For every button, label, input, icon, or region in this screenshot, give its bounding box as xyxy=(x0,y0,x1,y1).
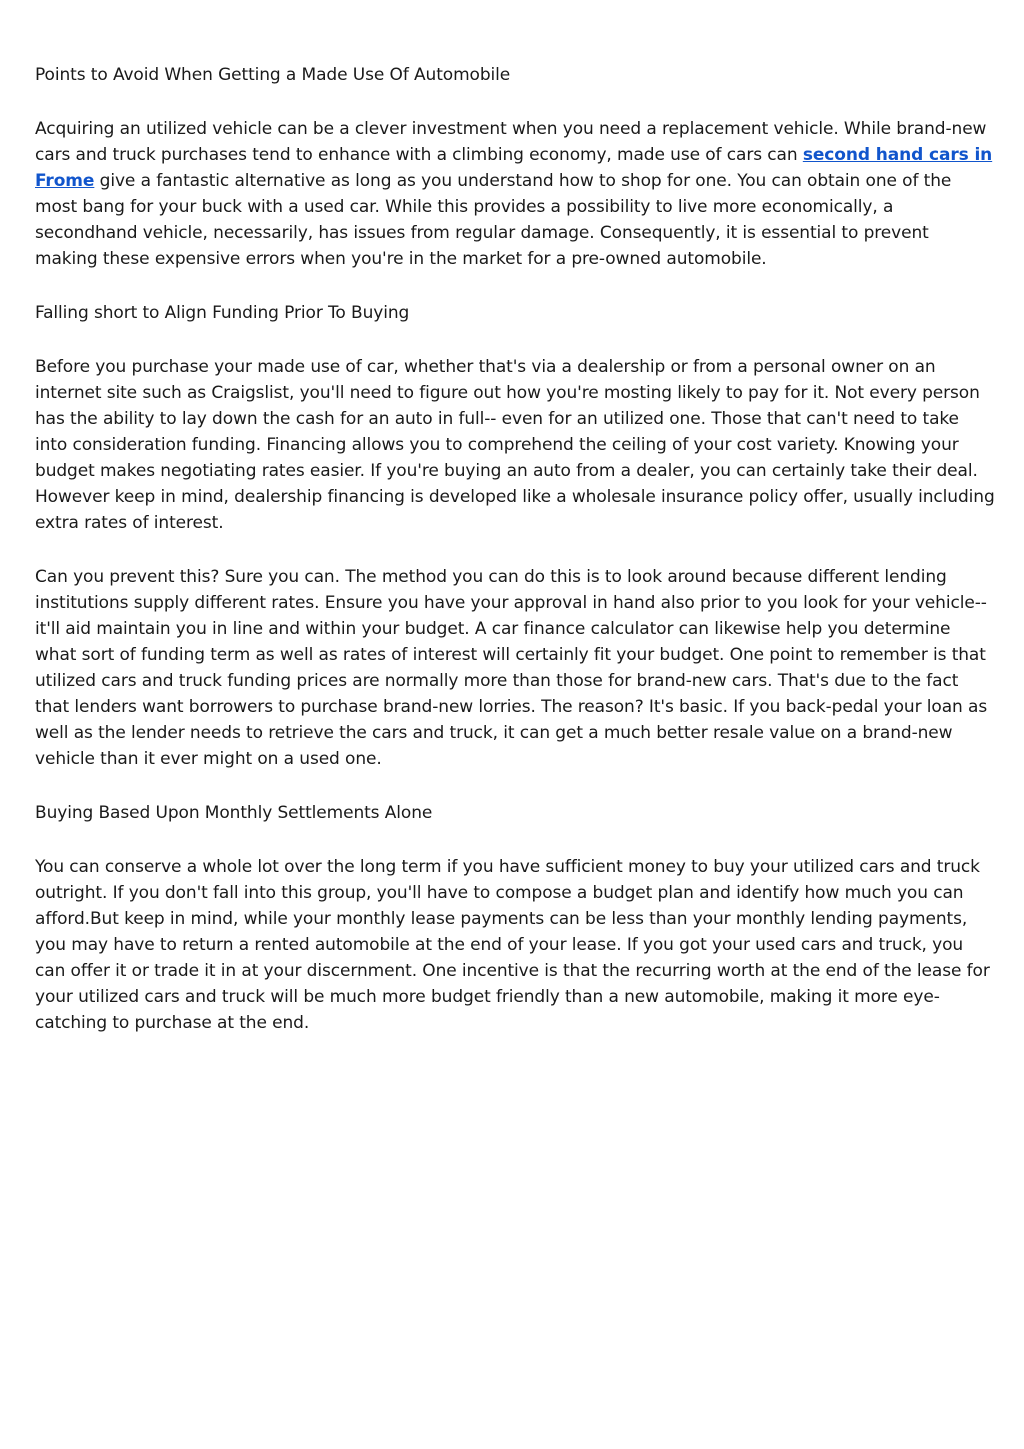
funding-paragraph-1: Before you purchase your made use of car, whether that's via a dealership or from a personal owner on an internet site such as Craigslist, you'll need to figure out how you're mosting likely to pay for it. Not every person has the ability to lay down the cash for an auto in full-- even for an utilized one. Those that can't need to take into consideration funding. Financing allows you to comprehend the ceiling of your cost variety. Knowing your budget makes negotiating rates easier. If you're buying an auto from a dealer, you can certainly take their deal. However keep in mind, dealership financing is developed like a wholesale insurance policy offer, usually including extra rates of interest. xyxy=(35,357,995,533)
document-title: Points to Avoid When Getting a Made Use Of Automobile xyxy=(35,65,511,85)
section-heading-funding: Falling short to Align Funding Prior To Buying xyxy=(35,303,410,323)
section-heading-monthly: Buying Based Upon Monthly Settlements Alone xyxy=(35,803,433,823)
funding-paragraph-2: Can you prevent this? Sure you can. The method you can do this is to look around because different lending institutions supply different rates. Ensure you have your approval in hand also prior to you look for your vehicle-- it'll aid maintain you in line and within your budget. A car finance calculator can likewise help you determine what sort of funding term as well as rates of interest will certainly fit your budget. One point to remember is that utilized cars and truck funding prices are normally more than those for brand-new cars. That's due to the fact that lenders want borrowers to purchase brand-new lorries. The reason? It's basic. If you back-pedal your loan as well as the lender needs to retrieve the cars and truck, it can get a much better resale value on a brand-new vehicle than it ever might on a used one. xyxy=(35,567,988,769)
monthly-paragraph-1: You can conserve a whole lot over the long term if you have sufficient money to buy your utilized cars and truck outright. If you don't fall into this group, you'll have to compose a budget plan and identify how much you can afford.But keep in mind, while your monthly lease payments can be less than your monthly lending payments, you may have to return a rented automobile at the end of your lease. If you got your used cars and truck, you can offer it or trade it in at your discernment. One incentive is that the recurring worth at the end of the lease for your utilized cars and truck will be much more budget friendly than a new automobile, making it more eye-catching to purchase at the end. xyxy=(35,857,990,1033)
second-hand-cars-link[interactable]: second hand cars in Frome xyxy=(35,145,993,191)
intro-text-after-link: give a fantastic alternative as long as you understand how to shop for one. You can obtain one of the most bang for your buck with a used car. While this provides a possibility to live more economically, a secondhand vehicle, necessarily, has issues from regular damage. Consequently, it is essential to prevent making these expensive errors when you're in the market for a pre-owned automobile. xyxy=(35,171,952,269)
document-page xyxy=(35,62,995,1064)
intro-text-before-link: Acquiring an utilized vehicle can be a clever investment when you need a replacement vehicle. While brand-new cars and truck purchases tend to enhance with a climbing economy, made use of cars can xyxy=(35,119,987,165)
intro-paragraph xyxy=(35,116,995,272)
